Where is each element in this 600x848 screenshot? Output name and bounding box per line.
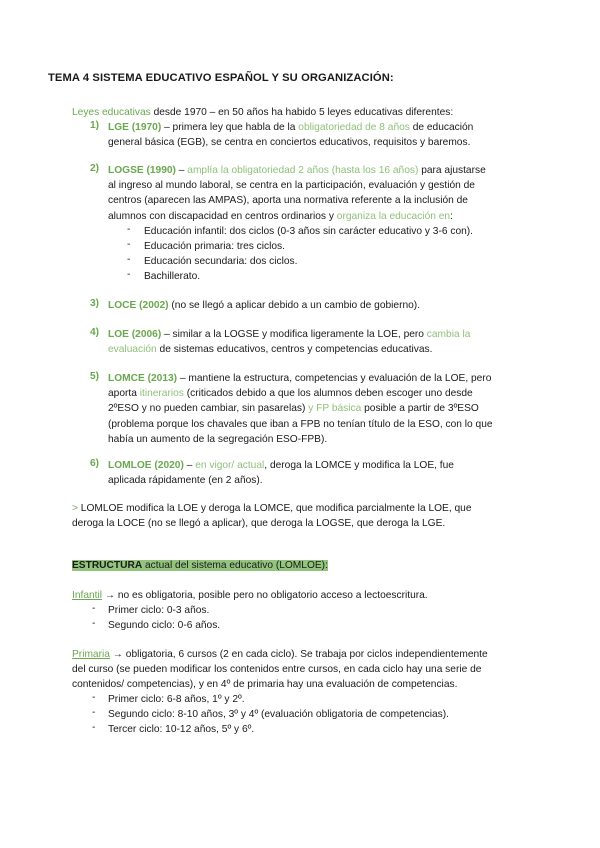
summary-text-line: deroga la LOCE (no se llegó a aplicar), que deroga la LOGSE, que deroga la LGE. xyxy=(72,518,446,530)
law-loce xyxy=(108,298,420,313)
law-text: – xyxy=(183,460,196,471)
law-text-line: al ingreso al mundo laboral, se centra en la participación, evaluación y gestión de xyxy=(108,180,475,192)
law-text-line: había un aumento de la segregación ESO-FPB). xyxy=(108,433,328,445)
law-text: aporta xyxy=(108,388,140,400)
page-title: TEMA 4 SISTEMA EDUCATIVO ESPAÑOL Y SU ORGANIZACIÓN: xyxy=(48,72,394,84)
structure-heading xyxy=(72,558,328,573)
law-number: 6) xyxy=(90,458,100,469)
law-text: (no se llegó a aplicar debido a un cambio de gobierno). xyxy=(168,300,421,311)
sub-item: Educación infantil: dos ciclos (0-3 años sin carácter educativo y 3-6 con). xyxy=(144,226,473,237)
infantil-item: Segundo ciclo: 0-6 años. xyxy=(108,620,221,631)
structure-highlight xyxy=(72,560,328,571)
law-text: de sistemas educativos, centros y competencias educativas. xyxy=(156,344,433,356)
law-text: – xyxy=(175,165,188,176)
sub-item: Bachillerato. xyxy=(144,271,201,282)
law-text-line: general básica (EGB), se centra en conciertos educativos, requisitos y baremos. xyxy=(108,137,471,149)
law-lge xyxy=(108,120,473,150)
primaria-text-line: contenidos/ competencias), y en 4º de primaria hay una evaluación de competencias. xyxy=(72,679,458,691)
intro-text: desde 1970 – en 50 años ha habido 5 leyes educativas diferentes: xyxy=(150,107,454,118)
law-text: – similar a la LOGSE y modifica ligeramente la LOE, pero xyxy=(161,329,427,340)
law-text: – mantiene la estructura, competencias y evaluación de la LOE, pero xyxy=(177,373,492,384)
bullet-dash: - xyxy=(92,722,96,733)
law-text: alumnos con discapacidad en centros ordinarios y xyxy=(108,210,337,222)
primaria-text: → obligatoria, 6 cursos (2 en cada ciclo). Se trabaja por ciclos independientemente xyxy=(109,649,488,660)
law-number: 3) xyxy=(90,298,100,309)
intro-paragraph xyxy=(72,105,453,120)
infantil-label: Infantil xyxy=(72,590,103,601)
law-text: , deroga la LOMCE y modifica la LOE, fue xyxy=(264,460,454,471)
law-text: de educación xyxy=(409,122,474,133)
law-text: posible a partir de 3ºESO xyxy=(361,403,479,415)
primaria-item: Tercer ciclo: 10-12 años, 5º y 6º. xyxy=(108,724,255,735)
law-highlight: organiza la educación en xyxy=(336,210,451,222)
law-logse xyxy=(108,163,486,224)
law-number: 2) xyxy=(90,163,100,174)
law-text: : xyxy=(450,210,453,222)
law-highlight: en vigor/ actual xyxy=(195,460,265,471)
law-name: LOCE (2002) xyxy=(108,300,169,311)
law-name: LOMLOE (2020) xyxy=(108,460,184,471)
law-highlight: itinerarios xyxy=(139,388,184,400)
law-loe xyxy=(108,327,470,357)
infantil-item: Primer ciclo: 0-3 años. xyxy=(108,605,210,616)
bullet-dash: - xyxy=(127,269,131,280)
bullet-dash: - xyxy=(127,239,131,250)
intro-label: Leyes educativas xyxy=(72,107,151,118)
law-highlight: obligatoriedad de 8 años xyxy=(298,122,410,133)
primaria-item: Segundo ciclo: 8-10 años, 3º y 4º (evaluación obligatoria de competencias). xyxy=(108,709,450,720)
primaria-item: Primer ciclo: 6-8 años, 1º y 2º. xyxy=(108,694,245,705)
summary-paragraph xyxy=(72,501,472,531)
infantil-text: → no es obligatoria, posible pero no obligatorio acceso a lectoescritura. xyxy=(102,590,428,601)
law-text: (criticados debido a que los alumnos deben escoger uno desde xyxy=(183,388,473,400)
summary-text: LOMLOE modifica la LOE y deroga la LOMCE, que modifica parcialmente la LOE, que xyxy=(77,503,472,514)
law-text: 2ºESO y no pueden cambiar, sin pasarelas) xyxy=(108,403,309,415)
structure-rest: actual del sistema educativo (LOMLOE): xyxy=(142,560,328,571)
primaria-paragraph xyxy=(72,647,488,693)
summary-arrow: > xyxy=(72,503,78,514)
bullet-dash: - xyxy=(127,254,131,265)
sub-item: Educación primaria: tres ciclos. xyxy=(144,241,285,252)
law-text: para ajustarse xyxy=(418,165,486,176)
law-text-line: centros (aparecen las AMPAS), aporta una normativa referente a la inclusión de xyxy=(108,195,468,207)
sub-item: Educación secundaria: dos ciclos. xyxy=(144,256,298,267)
law-name: LGE (1970) xyxy=(108,122,162,133)
primaria-text-line: del curso (se pueden modificar los contenidos entre cursos, en cada ciclo hay una serie de xyxy=(72,664,482,676)
law-text-line: (problema porque los chavales que iban a FPB no tenían título de la ESO, con lo que xyxy=(108,418,493,430)
primaria-label: Primaria xyxy=(72,649,110,660)
bullet-dash: - xyxy=(92,618,96,629)
law-lomce xyxy=(108,371,493,447)
law-text-line: aplicada rápidamente (en 2 años). xyxy=(108,475,263,487)
law-name: LOGSE (1990) xyxy=(108,165,176,176)
law-text: – primera ley que habla de la xyxy=(161,122,299,133)
law-name: LOE (2006) xyxy=(108,329,162,340)
law-highlight: y FP básica xyxy=(308,403,362,415)
law-number: 5) xyxy=(90,371,100,382)
law-highlight: evaluación xyxy=(108,344,157,356)
law-number: 1) xyxy=(90,120,100,131)
bullet-dash: - xyxy=(92,692,96,703)
bullet-dash: - xyxy=(92,603,96,614)
bullet-dash: - xyxy=(127,224,131,235)
law-highlight: amplía la obligatoriedad 2 años (hasta los 16 años) xyxy=(187,165,419,176)
law-highlight: cambia la xyxy=(426,329,471,340)
law-name: LOMCE (2013) xyxy=(108,373,178,384)
structure-bold: ESTRUCTURA xyxy=(72,560,143,571)
law-number: 4) xyxy=(90,327,100,338)
law-lomloe xyxy=(108,458,454,488)
infantil-paragraph xyxy=(72,588,428,603)
bullet-dash: - xyxy=(92,707,96,718)
